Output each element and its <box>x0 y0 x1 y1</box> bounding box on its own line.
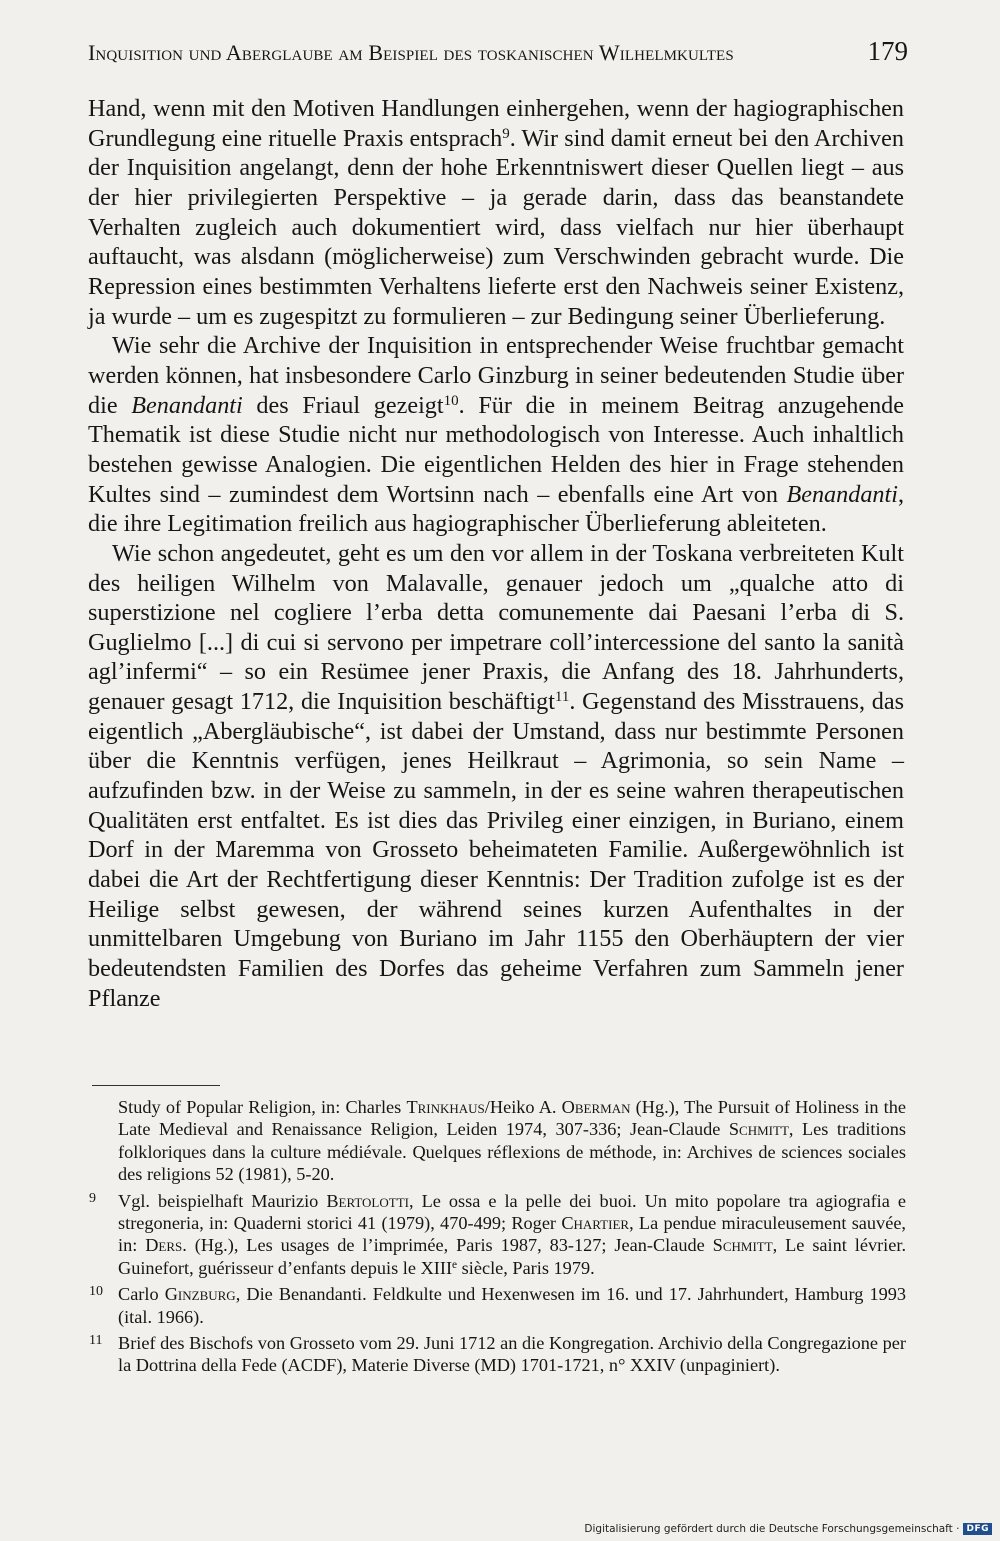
page-header <box>88 36 908 67</box>
footnote-continuation: Study of Popular Religion, in: Charles Trinkhaus/Heiko A. Oberman (Hg.), The Pursuit of Holiness in the Late Medieval and Renaissance Religion, Leiden 1974, 307-336; Jean-Claude Schmitt, Les traditions folkloriques dans la culture médiévale. Quelques réflexions de méthode, in: Archives de sciences sociales des religions 52 (1981), 5-20. <box>118 1097 906 1185</box>
paragraph-1: Hand, wenn mit den Motiven Handlungen einhergehen, wenn der hagiographischen Grundlegung eine rituelle Praxis entsprach$^9$. Wir sind damit erneut bei den Archiven der Inquisition angelangt, denn der hohe Erkenntniswert dieser Quellen liegt – aus der hier privilegierten Perspektive – ja gerade darin, dass das beanstandete Verhalten zugleich auch dokumentiert wird, dass vielfach nur hier überhaupt auftaucht, was alsdann (möglicherweise) zum Verschwinden gebracht wurde. Die Repression eines bestimmten Verhaltens lieferte erst den Nachweis seiner Existenz, ja wurde – um es zugespitzt zu formulieren – zur Bedingung seiner Überlieferung. <box>88 95 904 330</box>
footnote-number: 9 <box>89 1190 96 1206</box>
digitization-banner <box>584 1523 992 1535</box>
footnote-ref-10[interactable]: 10 <box>443 392 459 409</box>
footnote-10: 10 Carlo Ginzburg, Die Benandanti. Feldkulte und Hexenwesen im 16. und 17. Jahrhundert, Hamburg 1993 (ital. 1966). <box>89 1284 907 1327</box>
footnotes <box>88 1096 906 1381</box>
footnote-11: 11 Brief des Bischofs von Grosseto vom 29. Juni 1712 an die Kongregation. Archivio della Congregazione per la Dottrina della Fede (ACDF), Materie Diverse (MD) 1701-1721, n° XXIV (unpaginiert). <box>89 1333 906 1376</box>
banner-text: Digitalisierung gefördert durch die Deutsche Forschungsgemeinschaft · <box>584 1523 960 1535</box>
footnote-ref-9[interactable]: 9 <box>502 125 510 142</box>
paragraph-3: Wie schon angedeutet, geht es um den vor allem in der Toskana verbreiteten Kult des heiligen Wilhelm von Malavalle, genauer jedoch um „qualche atto di superstizione nel cogliere l’erba detta comunemente dai Paesani l’erba di S. Guglielmo [...] di cui si servono per impetrare coll’intercessione del santo la sanità agl’infermi“ – so ein Resümee jener Praxis, die Anfang des 18. Jahrhunderts, genauer gesagt 1712, die Inquisition beschäftigt$^{11}$. Gegenstand des Misstrauens, das eigentlich „Abergläubische“, ist dabei der Umstand, dass nur bestimmte Personen über die Kenntnis verfügen, jenes Heilkraut – Agrimonia, so sein Name – aufzufinden bzw. in der Weise zu sammeln, in der es seine wahren therapeutischen Qualitäten erst entfaltet. Es ist dies das Privileg einer einzigen, in Buriano, einem Dorf in der Maremma von Grosseto beheimateten Familie. Außergewöhnlich ist dabei die Art der Rechtfertigung dieser Kenntnis: Der Tradition zufolge ist es der Heilige selbst gewesen, der während seines kurzen Aufenthaltes in der unmittelbaren Umgebung von Buriano im Jahr 1155 den Oberhäuptern der vier bedeutendsten Familien des Dorfes das geheime Verfahren zum Sammeln jener Pflanze <box>88 539 904 1012</box>
italic-term: Benandanti <box>131 391 243 419</box>
footnote-ref-11[interactable]: 11 <box>554 688 570 705</box>
page-number: 179 <box>867 36 908 66</box>
footnote-divider <box>92 1085 220 1086</box>
footnote-9: 9 Vgl. beispielhaft Maurizio Bertolotti, Le ossa e la pelle dei buoi. Un mito popolare tra agiografia e stregoneria, in: Quaderni storici 41 (1979), 470-499; Roger Chartier, La pendue miraculeusement sauvée, in: Ders. (Hg.), Les usages de l’imprimée, Paris 1987, 83-127; Jean-Claude Schmitt, Le saint lévrier. Guinefort, guérisseur d’enfants depuis le XIIIe siècle, Paris 1979. <box>89 1190 907 1278</box>
footnote-number: 11 <box>89 1333 103 1349</box>
main-text <box>88 94 904 1013</box>
paragraph-2: Wie sehr die Archive der Inquisition in entsprechender Weise fruchtbar gemacht werden können, hat insbesondere Carlo Ginzburg in seiner bedeutenden Studie über die Benandanti des Friaul gezeigt$^{10}$. Für die in meinem Beitrag anzugehende Thematik ist diese Studie nicht nur methodologisch von Interesse. Auch inhaltlich bestehen gewisse Analogien. Die eigentlichen Helden des hier in Frage stehenden Kultes sind – zumindest dem Wortsinn nach – ebenfalls eine Art von Benandanti, die ihre Legitimation freilich aus hagiographischer Überlieferung ableiteten. <box>88 332 905 538</box>
running-title: Inquisition und Aberglaube am Beispiel des toskanischen Wilhelmkultes <box>88 40 734 65</box>
dfg-logo: DFG <box>963 1523 992 1535</box>
italic-term: Benandanti <box>786 480 898 508</box>
footnote-number: 10 <box>89 1284 103 1300</box>
